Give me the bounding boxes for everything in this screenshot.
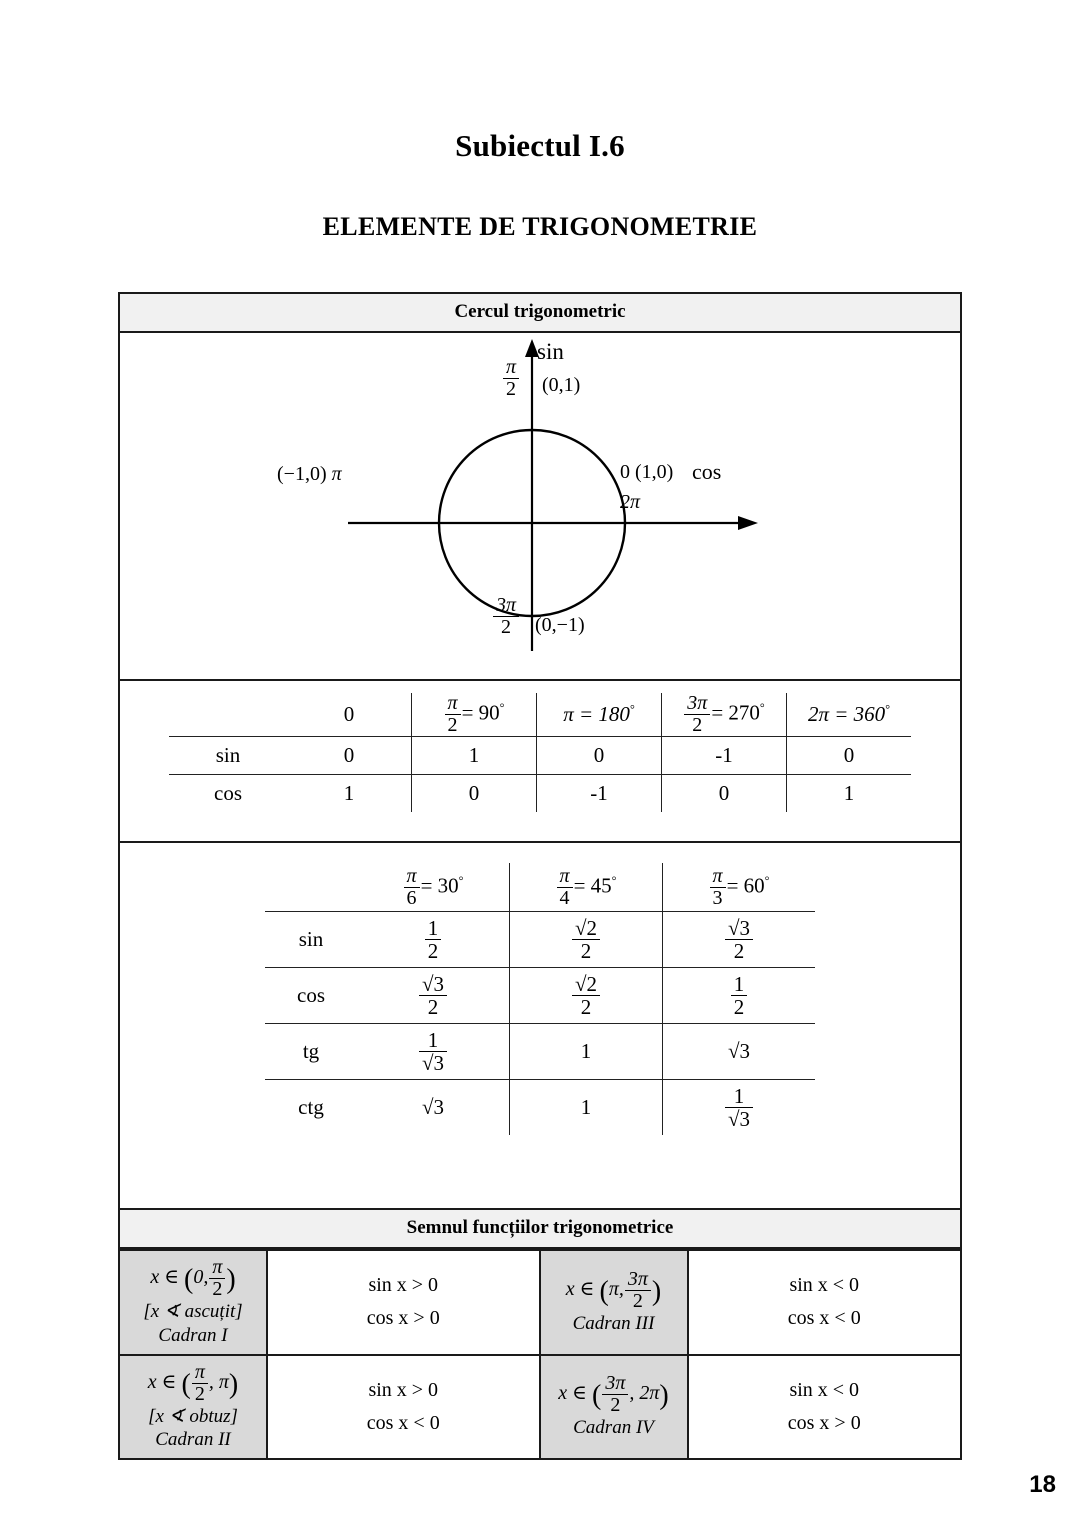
label-two-pi: 2π <box>620 491 641 513</box>
quadrantal-angles-section <box>120 693 960 843</box>
cos-axis-label: cos <box>692 459 722 484</box>
special-angles-section <box>120 863 960 1210</box>
table-row-sin <box>265 912 815 968</box>
unit-circle-diagram <box>120 333 960 681</box>
cell-cos-60: $\frac{1}{2}$ <box>663 968 816 1024</box>
signs-values-I <box>267 1250 540 1355</box>
label-point-0-1: (0,1) <box>542 374 581 396</box>
table-row-cos <box>265 968 815 1024</box>
interval-I: x ∈ (0, $\frac{\pi}{2}$ ) <box>150 1256 236 1300</box>
quadrant-cell-II <box>120 1355 267 1459</box>
table-row-tg <box>265 1024 815 1080</box>
signs-values-II <box>267 1355 540 1459</box>
special-angles-table <box>265 863 815 1135</box>
cell-tg-45: 1 <box>510 1024 663 1080</box>
table-row-ctg <box>265 1080 815 1136</box>
row-label-ctg: ctg <box>265 1080 357 1136</box>
cos-sign-IV: cos x > 0 <box>787 1411 861 1434</box>
quadrant-cell-III <box>540 1250 688 1355</box>
unit-circle-svg <box>240 333 840 673</box>
cell-cos-30: $\frac{√3}{2}$ <box>357 968 510 1024</box>
sin-sign-III: sin x < 0 <box>789 1274 860 1297</box>
label-point-minus1-0: (−1,0) π <box>277 463 342 485</box>
header-cell-45: $\frac{\pi}{4}$ = 45° <box>510 863 663 912</box>
signs-section <box>120 1249 960 1458</box>
label-pi-over-2: $\frac{\pi}{2}$ <box>502 357 520 400</box>
cell-sin-90: 1 <box>412 737 537 775</box>
angle-note-I: [x ∢ ascuțit] <box>143 1301 243 1322</box>
sin-axis-label: sin <box>537 339 564 364</box>
interval-IV: x ∈ ( $\frac{3\pi}{2}$ , 2π) <box>558 1372 669 1417</box>
page-title: Subiectul I.6 <box>455 128 625 163</box>
header-cell-180: π = 180° <box>537 693 662 737</box>
cell-ctg-60: $\frac{1}{√3}$ <box>663 1080 816 1136</box>
cos-sign-II: cos x < 0 <box>366 1411 440 1434</box>
quadrant-cell-IV <box>540 1355 688 1459</box>
cell-cos-90: 0 <box>412 775 537 813</box>
sin-sign-II: sin x > 0 <box>368 1378 439 1401</box>
header-cell-0: 0 <box>287 693 412 737</box>
quadrant-name-IV: Cadran IV <box>573 1417 654 1439</box>
row-label-cos: cos <box>265 968 357 1024</box>
cell-ctg-45: 1 <box>510 1080 663 1136</box>
quadrant-name-II: Cadran II <box>155 1429 231 1451</box>
signs-section-header: Semnul funcțiilor trigonometrice <box>120 1210 960 1249</box>
header-cell-360: 2π = 360° <box>807 702 890 726</box>
sin-sign-I: sin x > 0 <box>368 1274 439 1297</box>
header-cell-30: $\frac{\pi}{6}$ = 30° <box>357 863 510 912</box>
corner-cell <box>169 693 287 737</box>
row-label-tg: tg <box>265 1024 357 1080</box>
sin-sign-IV: sin x < 0 <box>789 1378 860 1401</box>
cell-cos-0: 1 <box>287 775 412 813</box>
table-row-header <box>265 863 815 912</box>
sin-axis-arrow <box>525 339 539 357</box>
quadrantal-angles-table <box>169 693 911 812</box>
interval-II: x ∈ ( $\frac{\pi}{2}$ , π) <box>147 1360 239 1405</box>
page-number: 18 <box>1029 1471 1056 1498</box>
cos-axis-arrow <box>738 516 758 530</box>
cos-sign-I: cos x > 0 <box>366 1307 440 1330</box>
quadrant-cell-I <box>120 1250 267 1355</box>
header-cell-60: $\frac{\pi}{3}$ = 60° <box>663 863 816 912</box>
table-row-sin <box>169 737 911 775</box>
cell-cos-270: 0 <box>662 775 787 813</box>
cell-sin-30: $\frac{1}{2}$ <box>357 912 510 968</box>
header-cell-270: $\frac{3\pi}{2}$ = 270° <box>662 693 787 737</box>
cell-sin-270: -1 <box>662 737 787 775</box>
corner-cell <box>265 863 357 912</box>
row-label-sin: sin <box>265 912 357 968</box>
table-row-cos <box>169 775 911 813</box>
cell-cos-45: $\frac{√2}{2}$ <box>510 968 663 1024</box>
label-point-1-0: 0 (1,0) <box>620 461 674 483</box>
circle-section-header: Cercul trigonometric <box>120 294 960 333</box>
row-label-sin: sin <box>169 737 287 775</box>
table-row-header <box>169 693 911 737</box>
quadrant-signs-table <box>120 1249 960 1458</box>
cell-sin-180: 0 <box>537 737 662 775</box>
cell-sin-45: $\frac{√2}{2}$ <box>510 912 663 968</box>
content-frame <box>118 292 962 1460</box>
cell-ctg-30: √3 <box>357 1080 510 1136</box>
cos-sign-III: cos x < 0 <box>787 1307 861 1330</box>
header-cell-90: $\frac{\pi}{2}$ = 90° <box>412 693 537 737</box>
signs-values-III <box>688 1250 961 1355</box>
row-label-cos: cos <box>169 775 287 813</box>
cell-cos-180: -1 <box>537 775 662 813</box>
table-row <box>120 1355 960 1459</box>
angle-note-II: [x ∢ obtuz] <box>148 1405 238 1427</box>
quadrant-name-I: Cadran I <box>158 1324 228 1346</box>
cell-sin-360: 0 <box>787 737 912 775</box>
table-row <box>120 1250 960 1355</box>
label-point-0-minus1: (0,−1) <box>535 614 585 636</box>
interval-III: x ∈ (π, $\frac{3\pi}{2}$ ) <box>565 1267 662 1312</box>
section-title: ELEMENTE DE TRIGONOMETRIE <box>322 212 758 241</box>
quadrant-name-III: Cadran III <box>572 1312 655 1334</box>
cell-tg-60: √3 <box>663 1024 816 1080</box>
cell-sin-60: $\frac{√3}{2}$ <box>663 912 816 968</box>
cell-cos-360: 1 <box>787 775 912 813</box>
label-3pi-over-2: $\frac{3\pi}{2}$ <box>492 595 520 638</box>
cell-sin-0: 0 <box>287 737 412 775</box>
cell-tg-30: $\frac{1}{√3}$ <box>357 1024 510 1080</box>
signs-values-IV <box>688 1355 961 1459</box>
